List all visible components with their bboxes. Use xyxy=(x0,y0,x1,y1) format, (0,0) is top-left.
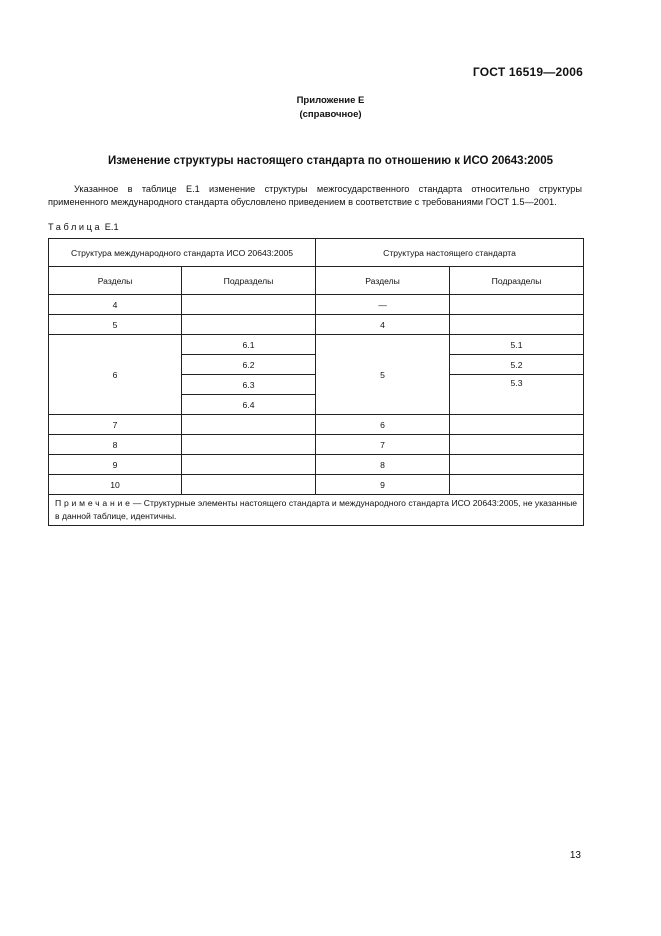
intl-section-cell: 4 xyxy=(49,295,182,315)
ours-section-cell: 9 xyxy=(316,475,450,495)
table-sub-header-row xyxy=(49,267,584,295)
ours-section-cell: 6 xyxy=(316,415,450,435)
ours-subsection-cell xyxy=(450,415,584,435)
annex-heading xyxy=(0,94,661,122)
structure-comparison-table xyxy=(48,238,584,526)
intl-subsection-cell xyxy=(182,475,316,495)
body-paragraph: Указанное в таблице Е.1 изменение структуры межгосударственного стандарта относительно структуры примененного международного стандарта обусловлено приведением в соответствие с требованиями ГОСТ 1.5—2001. xyxy=(48,184,582,207)
table-row xyxy=(49,295,584,315)
intl-section-cell: 5 xyxy=(49,315,182,335)
intl-section-cell: 8 xyxy=(49,435,182,455)
standard-designation: ГОСТ 16519—2006 xyxy=(472,65,583,79)
group-header-this-standard: Структура настоящего стандарта xyxy=(316,239,584,267)
sub-header-ours-sections: Разделы xyxy=(316,267,450,295)
table-row xyxy=(49,315,584,335)
ours-subsection-cell xyxy=(450,315,584,335)
ours-section-cell: 4 xyxy=(316,315,450,335)
sub-header-intl-subsections: Подразделы xyxy=(182,267,316,295)
table-caption xyxy=(48,222,119,232)
intl-subsection-cell: 6.3 xyxy=(182,375,316,395)
table-note-row xyxy=(49,495,584,526)
section-title: Изменение структуры настоящего стандарта по отношению к ИСО 20643:2005 xyxy=(107,155,553,167)
table-row xyxy=(49,455,584,475)
page-number: 13 xyxy=(569,850,581,861)
ours-section-cell: 8 xyxy=(316,455,450,475)
table-row xyxy=(49,435,584,455)
note-text: — Структурные элементы настоящего стандарта и международного стандарта ИСО 20643:2005, не указанные в данной таблице, идентичны. xyxy=(55,498,578,521)
intl-subsection-cell xyxy=(182,315,316,335)
intl-section-cell: 9 xyxy=(49,455,182,475)
table-row xyxy=(49,415,584,435)
ours-subsection-cell: 5.2 xyxy=(450,355,584,375)
ours-section-cell: 7 xyxy=(316,435,450,455)
annex-title: Приложение Е xyxy=(296,95,365,106)
ours-subsection-cell: 5.3 xyxy=(450,375,584,415)
intl-subsection-cell xyxy=(182,415,316,435)
intl-subsection-cell: 6.2 xyxy=(182,355,316,375)
table-row xyxy=(49,335,584,355)
sub-header-intl-sections: Разделы xyxy=(49,267,182,295)
intl-subsection-cell xyxy=(182,435,316,455)
ours-subsection-cell xyxy=(450,435,584,455)
ours-section-cell: — xyxy=(316,295,450,315)
table-note xyxy=(49,495,584,526)
ours-subsection-cell xyxy=(450,455,584,475)
intl-subsection-cell xyxy=(182,295,316,315)
note-lead: Примечание xyxy=(55,498,133,508)
sub-header-ours-subsections: Подразделы xyxy=(450,267,584,295)
ours-subsection-cell xyxy=(450,475,584,495)
intl-subsection-cell: 6.1 xyxy=(182,335,316,355)
table-caption-number: Е.1 xyxy=(104,222,119,232)
intl-section-cell: 10 xyxy=(49,475,182,495)
group-header-international: Структура международного стандарта ИСО 20643:2005 xyxy=(49,239,316,267)
intl-subsection-cell xyxy=(182,455,316,475)
intl-subsection-cell: 6.4 xyxy=(182,395,316,415)
table-group-header-row xyxy=(49,239,584,267)
table-row xyxy=(49,475,584,495)
ours-section-cell: 5 xyxy=(316,335,450,415)
ours-subsection-cell: 5.1 xyxy=(450,335,584,355)
annex-subtitle: (справочное) xyxy=(299,109,362,120)
ours-subsection-cell xyxy=(450,295,584,315)
intl-section-cell: 6 xyxy=(49,335,182,415)
intl-section-cell: 7 xyxy=(49,415,182,435)
table-caption-word: Таблица xyxy=(48,222,103,232)
